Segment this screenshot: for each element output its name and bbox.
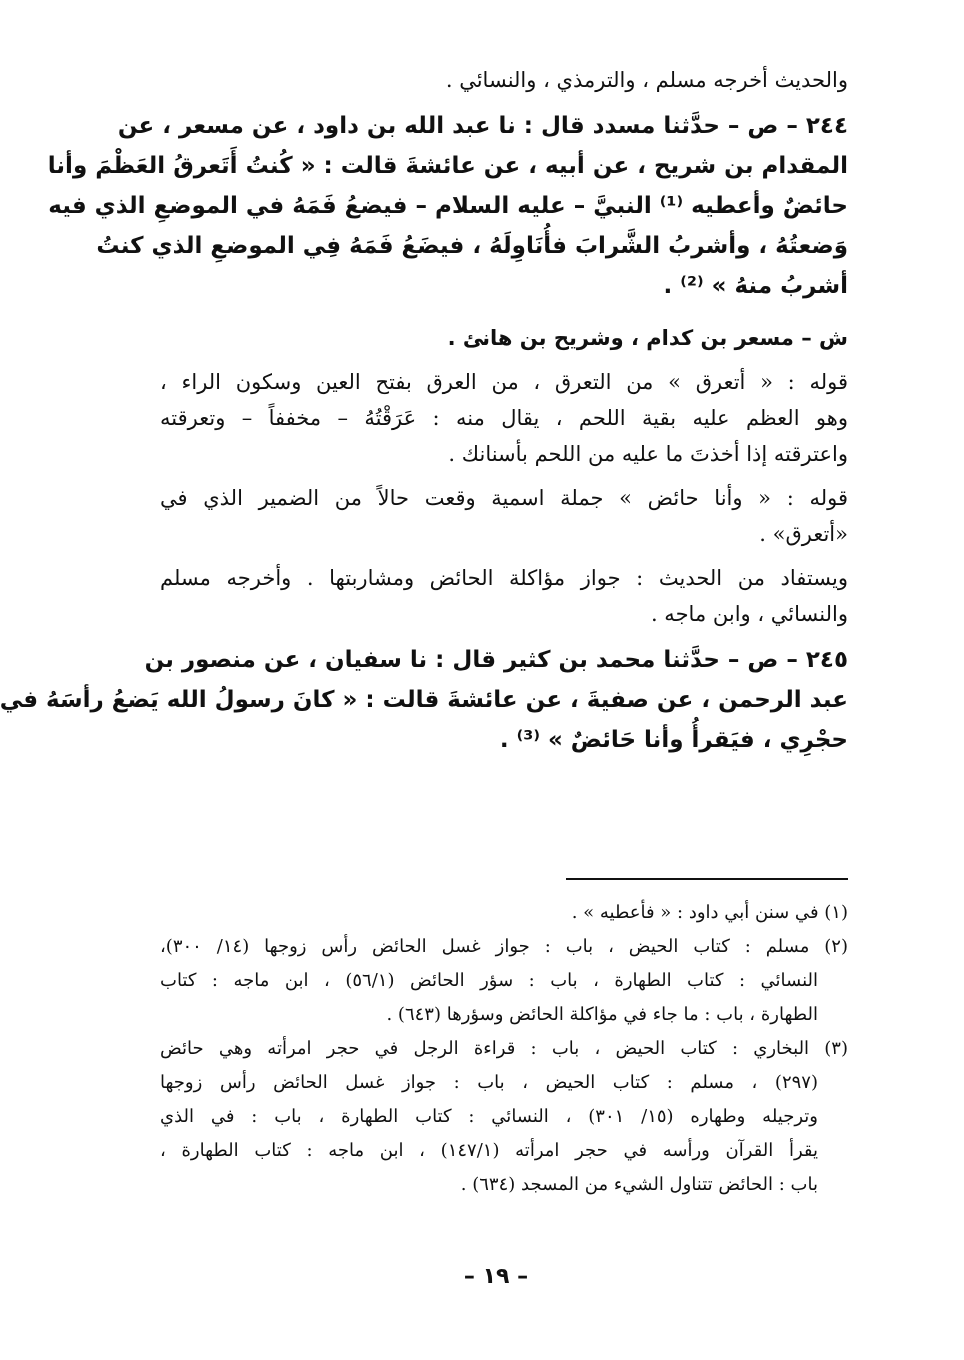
sharh-qawluhu-2-line-2: «أتعرق» . (759, 522, 848, 546)
footnote-1-line-1: (١) في سنن أبي داود : « فأعطيه » . (571, 902, 848, 923)
sharh-benefit-line-2: والنسائي ، وابن ماجه . (650, 602, 848, 626)
footnote-2-line-2: النسائي : كتاب الطهارة ، باب : سؤر الحائض (٥٦/١) ، ابن ماجه : كتاب (160, 970, 818, 991)
footnote-3-line-5: باب : الحائض تتناول الشيء من المسجد (٦٣٤) . (460, 1174, 818, 1195)
sharh-narrators (160, 320, 848, 356)
sharh-qawluhu-2-line-1: قوله : « وأنا حائض » جملة اسمية وقعت حالاً من الضمير الذي في (160, 486, 848, 510)
spacer (160, 472, 848, 480)
hadith-245-line-1: ٢٤٥ – ص – حدَّثنا محمد بن كثير قال : نا سفيان ، عن منصور بن (144, 647, 848, 673)
footnote-2-line-1: (٢) مسلم : كتاب الحيض ، باب : جواز غسل الحائض رأس زوجها (١٤/ ٣٠٠)، (160, 936, 848, 957)
footnote-3-line-2: (٢٩٧) ، مسلم : كتاب الحيض ، باب : جواز غسل الحائض رأس زوجها (160, 1072, 818, 1093)
page-content (0, 62, 848, 760)
footnote-3 (160, 1032, 848, 1202)
page-number: – ١٩ – (463, 1264, 529, 1289)
footnote-3-line-4: يقرأ القرآن ورأسه في حجر امرأته (١٤٧/١) ، ابن ماجه : كتاب الطهارة ، (160, 1140, 819, 1161)
sharh-narrators-line: ش – مسعر بن كدام ، وشريح بن هانئ . (447, 326, 848, 350)
footnote-2 (160, 930, 848, 1032)
hadith-244 (47, 106, 848, 306)
hadith-245 (0, 640, 848, 760)
sharh-benefit (160, 560, 848, 632)
intro-line: والحديث أخرجه مسلم ، والترمذي ، والنسائي . (445, 68, 848, 92)
spacer (160, 552, 848, 560)
footnote-1 (160, 896, 848, 930)
sharh-qawluhu-1-line-1: قوله : « أتعرق » من التعرق ، من العرق بفتح العين وسكون الراء ، (160, 370, 848, 394)
sharh-qawluhu-1 (160, 364, 848, 472)
sharh-qawluhu-1-line-2: وهو العظم عليه بقية اللحم ، يقال منه : عَرَقْتُهُ – مخففاً – وتعرقته (160, 406, 848, 430)
spacer (160, 356, 848, 364)
hadith-244-line-4: وَضعتُهُ ، وأشربُ الشَّرابَ فأُنَاوِلَهُ ، فيضَعُ فَمَهُ فِي الموضعِ الذي كنتُ (96, 233, 848, 259)
spacer (160, 632, 848, 640)
spacer (160, 98, 848, 106)
hadith-244-line-3: حائضٌ وأعطيه ⁽¹⁾ النبيَّ – عليه السلام – فيضعُ فَمَهُ في الموضعِ الذي فيه (48, 193, 848, 219)
footnote-3-line-3: وترجيله وطهاره (١٥/ ٣٠١) ، النسائي : كتاب الطهارة ، باب : في الذي (160, 1106, 818, 1127)
footnote-2-line-3: الطهارة ، باب : ما جاء في مؤاكلة الحائض وسؤرها (٦٤٣) . (386, 1004, 818, 1025)
footnote-3-line-1: (٣) البخاري : كتاب الحيض ، باب : قراءة الرجل في حجر امرأته وهي حائض (160, 1038, 848, 1059)
sharh-qawluhu-1-line-3: واعترقته إذا أخذتَ ما عليه من اللحم بأسنانك . (448, 442, 848, 466)
footnotes (160, 896, 848, 1202)
hadith-245-line-2: عبد الرحمن ، عن صفيةَ ، عن عائشةَ قالت : « كانَ رسولُ الله يَضعُ رأسَهُ في (0, 687, 848, 713)
footnote-divider (566, 878, 848, 880)
sharh-benefit-line-1: ويستفاد من الحديث : جواز مؤاكلة الحائض ومشاربتها . وأخرجه مسلم (160, 566, 848, 590)
sharh-qawluhu-2 (160, 480, 848, 552)
intro-paragraph (160, 62, 848, 98)
hadith-244-line-2: المقدام بن شريح ، عن أبيه ، عن عائشةَ قالت : « كُنتُ أَتَعرقُ العَظْمَ وأنا (47, 153, 848, 179)
hadith-244-line-1: ٢٤٤ – ص – حدَّثنا مسدد قال : نا عبد الله بن داود ، عن مسعر ، عن (117, 113, 848, 139)
hadith-245-line-3: حجْرِي ، فيَقرأُ وأنا حَائضٌ » ⁽³⁾ . (499, 727, 848, 753)
hadith-244-line-5: أشربُ منهُ » ⁽²⁾ . (663, 273, 848, 299)
spacer (160, 306, 848, 320)
